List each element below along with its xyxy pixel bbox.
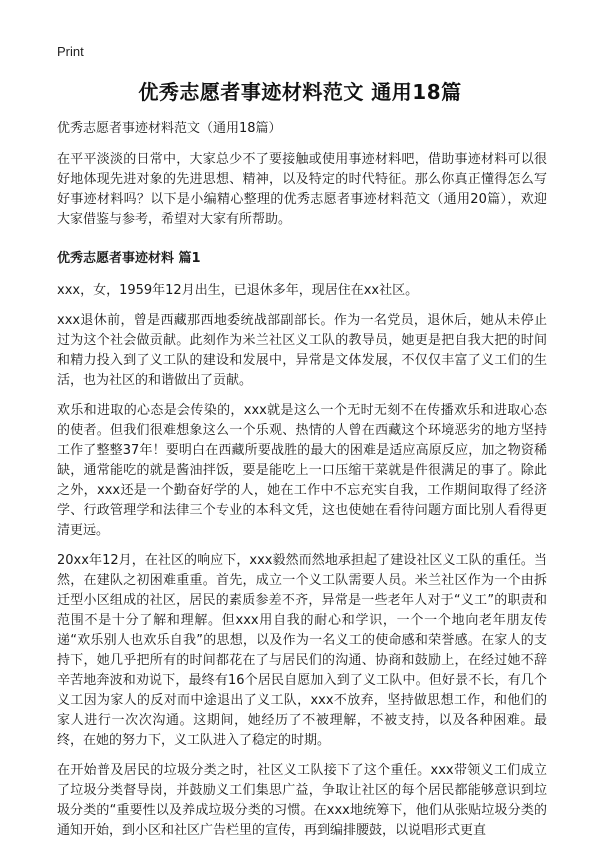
document-subtitle: 优秀志愿者事迹材料范文（通用18篇）	[57, 121, 282, 136]
body-paragraph: 欢乐和进取的心态是会传染的，xxx就是这么一个无时无刻不在传播欢乐和进取心态的使者。但我们很难想象这么一个乐观、热情的人曾在西藏这个环境恶劣的地方坚持工作了整整37年！要明白在西藏所要战胜的最大的困难是适应高原反应，加之物资稀缺，通常能吃的就是酱油拌饭，要是能吃上一口压缩干菜就是件很满足的事了。除此之外，xxx还是一个勤奋好学的人，她在工作中不忘充实自我，工作期间取得了经济学、行政管理学和法律三个专业的本科文凭，这也使她在看待问题方面比别人看得更清更远。	[57, 403, 547, 538]
body-paragraph: xxx退休前，曾是西藏那西地委统战部副部长。作为一名党员，退休后，她从未停止过为这个社会做贡献。此刻作为米兰社区义工队的教导员，她更是把自我大把的时间和精力投入到了义工队的建设和发展中，异常是文体发展，不仅仅丰富了义工们的生活，也为社区的和谐做出了贡献。	[57, 313, 547, 388]
body-paragraph: xxx，女，1959年12月出生，已退休多年，现居住在xx社区。	[57, 283, 419, 298]
document-body	[57, 119, 547, 851]
document-title: 优秀志愿者事迹材料范文 通用18篇	[138, 80, 462, 104]
body-paragraph: 在开始普及居民的垃圾分类之时，社区义工队接下了这个重任。xxx带领义工们成立了垃圾分类督导岗，并鼓励义工们集思广益，争取让社区的每个居民都能够意识到垃圾分类的“重要性以及养成垃圾分类的习惯。在xxx地统筹下，他们从张贴垃圾分类的通知开始，到小区和社区广告栏里的宣传，再到编排腰鼓，以说唱形式更直	[57, 763, 547, 838]
body-paragraph: 20xx年12月，在社区的响应下，xxx毅然而然地承担起了建设社区义工队的重任。当然，在建队之初困难重重。首先，成立一个义工队需要人员。米兰社区作为一个由拆迁型小区组成的社区，居民的素质参差不齐，异常是一些老年人对于“义工”的职责和范围不是十分了解和理解。但xxx用自我的耐心和学识，一个一个地向老年朋友传递“欢乐别人也欢乐自我”的思想，以及作为一名义工的使命感和荣誉感。在家人的支持下，她几乎把所有的时间都花在了与居民们的沟通、协商和鼓励上，在经过她不辞辛苦地奔波和劝说下，最终有16个居民自愿加入到了义工队中。但好景不长，有几个义工因为家人的反对而中途退出了义工队，xxx不放弃，坚持做思想工作，和他们的家人进行一次次沟通。这期间，她经历了不被理解，不被支持，以及各种困难。最终，在她的努力下，义工队进入了稳定的时期。	[57, 553, 547, 748]
intro-paragraph: 在平平淡淡的日常中，大家总少不了要接触或使用事迹材料吧，借助事迹材料可以很好地体现先进对象的先进思想、精神，以及特定的时代特征。那么你真正懂得怎么写好事迹材料吗？以下是小编精心整理的优秀志愿者事迹材料范文（通用20篇），欢迎大家借鉴与参考，希望对大家有所帮助。	[57, 152, 547, 227]
print-label: Print	[57, 44, 84, 59]
section-heading: 优秀志愿者事迹材料 篇1	[57, 251, 201, 266]
